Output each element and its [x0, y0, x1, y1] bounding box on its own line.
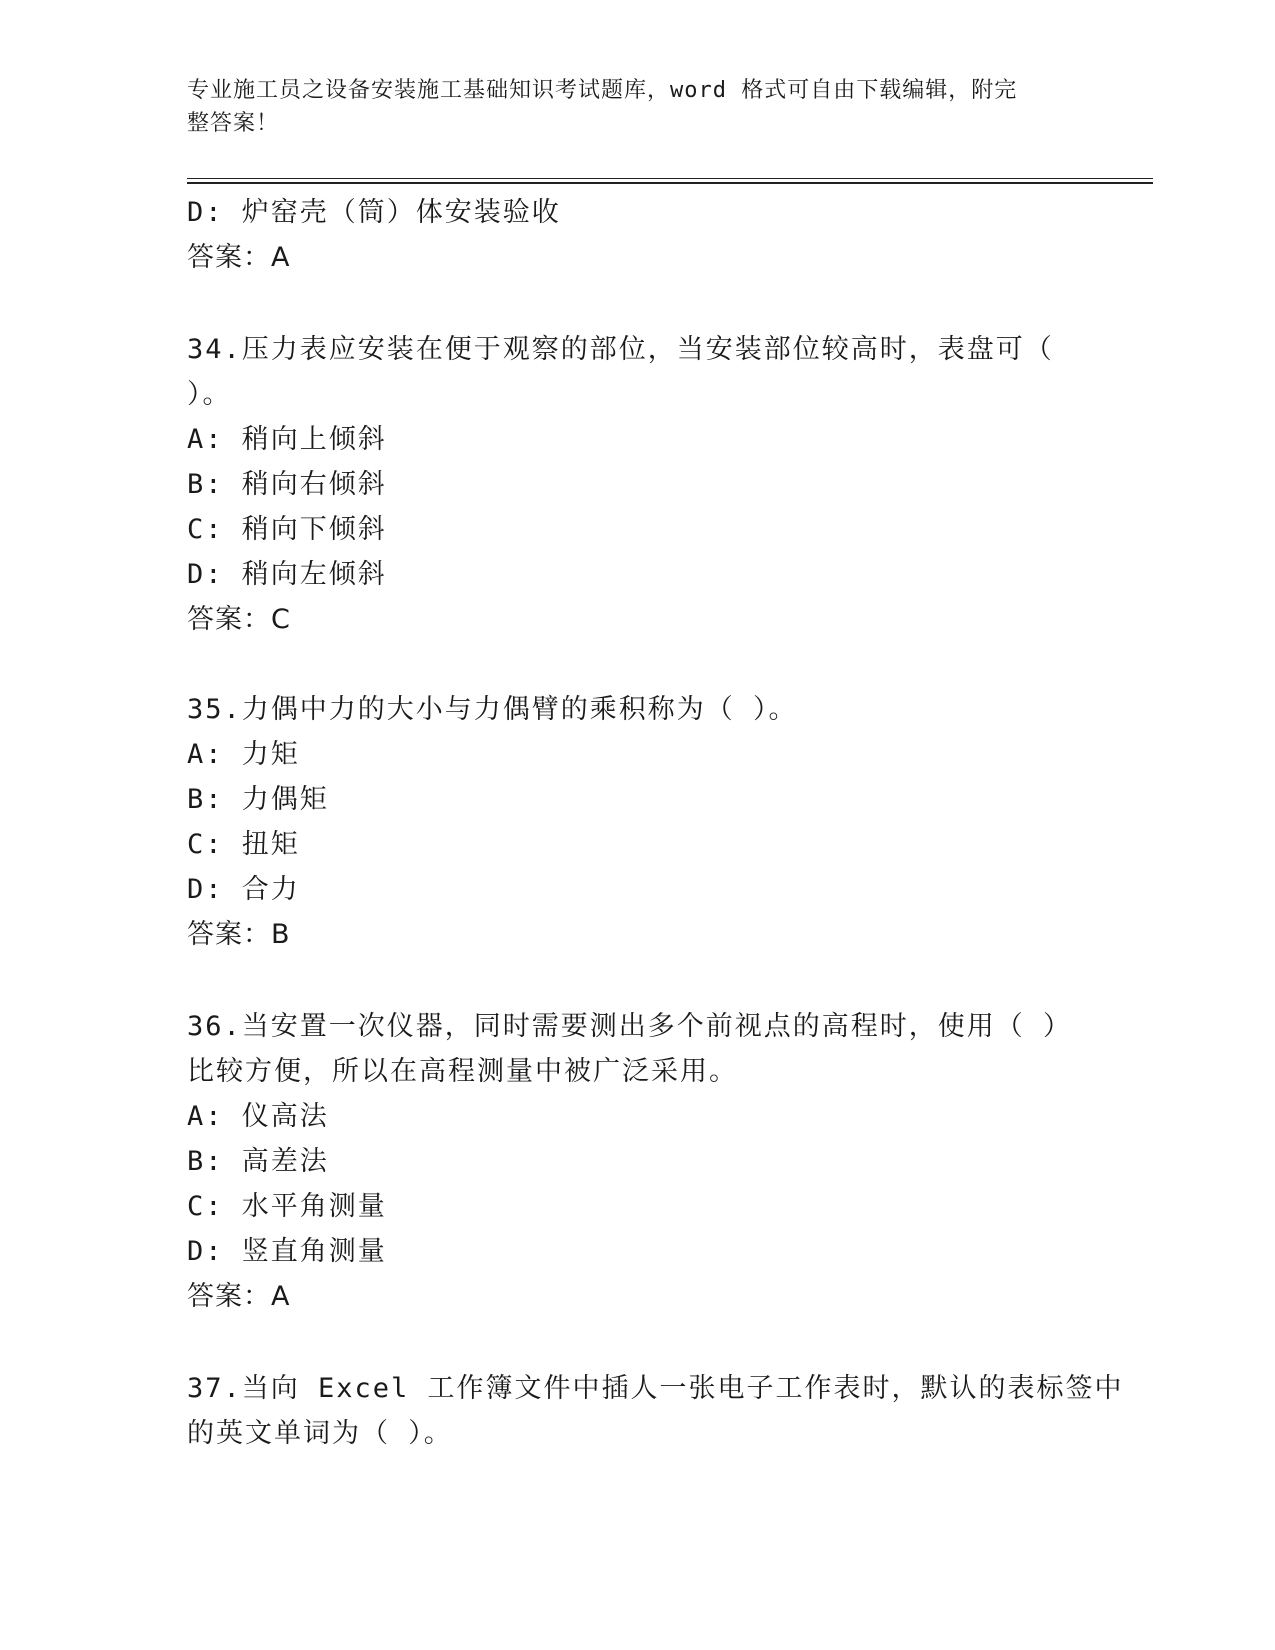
- answer-line: 答案：A: [187, 242, 291, 273]
- spacer: [187, 1319, 1087, 1366]
- spacer: [187, 642, 1087, 687]
- spacer: [187, 280, 1087, 327]
- option-d: D: 竖直角测量: [187, 1236, 387, 1267]
- question-text-line-2: 比较方便，所以在高程测量中被广泛采用。: [187, 1056, 738, 1087]
- option-d: D: 炉窑壳（筒）体安装验收: [187, 197, 561, 228]
- question-list: [187, 190, 1124, 1456]
- option-c: C: 扭矩: [187, 829, 300, 860]
- question-text-line-1: 35.力偶中力的大小与力偶臂的乘积称为（ ）。: [187, 694, 798, 725]
- question-text-line-1: 36.当安置一次仪器，同时需要测出多个前视点的高程时，使用（ ）: [187, 1011, 1073, 1042]
- header-title-line-2: 整答案！: [187, 111, 280, 136]
- option-b: B: 力偶矩: [187, 784, 329, 815]
- option-a: A: 稍向上倾斜: [187, 424, 387, 455]
- question-35: [187, 687, 1087, 957]
- option-b: B: 高差法: [187, 1146, 329, 1177]
- option-a: A: 仪高法: [187, 1101, 329, 1132]
- header-divider-thin: [187, 178, 1153, 179]
- document-header: [187, 74, 1067, 140]
- question-text-line-1: 34.压力表应安装在便于观察的部位，当安装部位较高时，表盘可（: [187, 334, 1054, 365]
- option-a: A: 力矩: [187, 739, 300, 770]
- option-c: C: 水平角测量: [187, 1191, 387, 1222]
- answer-line: 答案：A: [187, 1281, 291, 1312]
- option-b: B: 稍向右倾斜: [187, 469, 387, 500]
- question-text-line-2: 的英文单词为（ ）。: [187, 1418, 453, 1449]
- question-37: [187, 1366, 1124, 1456]
- question-36: [187, 1004, 1087, 1319]
- header-divider-thick: [187, 182, 1153, 184]
- answer-line: 答案：C: [187, 604, 291, 635]
- option-d: D: 合力: [187, 874, 300, 905]
- question-33-tail: [187, 190, 1087, 280]
- spacer: [187, 957, 1087, 1004]
- answer-line: 答案：B: [187, 919, 291, 950]
- question-text-line-2: ）。: [187, 379, 232, 410]
- option-c: C: 稍向下倾斜: [187, 514, 387, 545]
- option-d: D: 稍向左倾斜: [187, 559, 387, 590]
- question-34: [187, 327, 1087, 642]
- question-text-line-1: 37.当向 Excel 工作簿文件中插人一张电子工作表时，默认的表标签中: [187, 1373, 1124, 1404]
- header-title-line-1: 专业施工员之设备安装施工基础知识考试题库，word 格式可自由下载编辑，附完: [187, 78, 1018, 103]
